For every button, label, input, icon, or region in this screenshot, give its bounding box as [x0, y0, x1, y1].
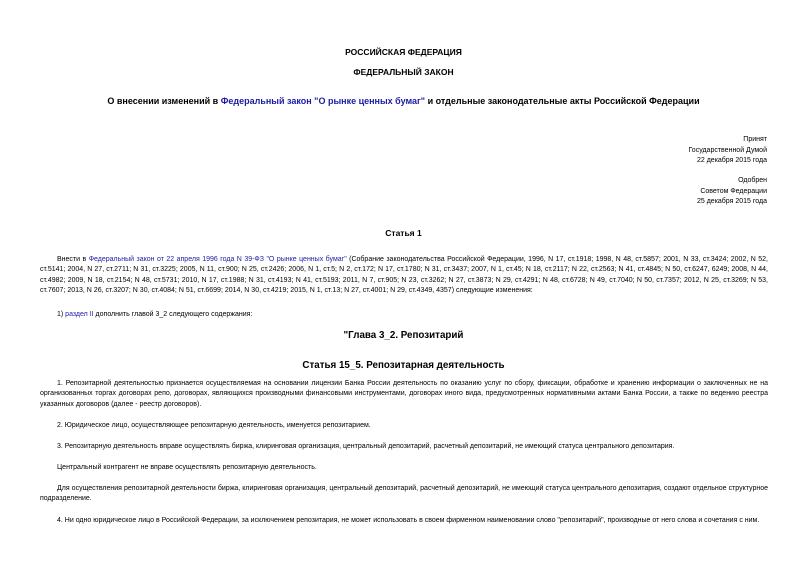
article1-intro [40, 255, 768, 297]
paragraph-2: 2. Юридическое лицо, осуществляющее репозитарную деятельность, именуется репозитарием. [57, 422, 371, 429]
law-title [0, 96, 807, 106]
paragraph-6: 4. Ни одно юридическое лицо в Российской Федерации, за исключением репозитария, не может использовать в своем фирменном наименовании слово "репозитарий", производные от него слова и сочетания с ним. [57, 517, 760, 524]
paragraph-4: Центральный контрагент не вправе осуществлять репозитарную деятельность. [57, 464, 317, 471]
law-type-heading: ФЕДЕРАЛЬНЫЙ ЗАКОН [353, 67, 454, 77]
law-title-link[interactable]: Федеральный закон "О рынке ценных бумаг" [220, 96, 426, 106]
approved-date: 25 декабря 2015 года [696, 198, 767, 205]
law-title-prefix: О внесении изменений в [107, 96, 221, 106]
accepted-body: Государственной Думой [688, 146, 767, 154]
item1-text: дополнить главой 3_2 следующего содержания: [93, 311, 253, 318]
item1-section-link[interactable]: раздел II [65, 311, 94, 318]
item1-prefix: 1) [57, 311, 66, 318]
accepted-date: 22 декабря 2015 года [696, 157, 767, 164]
intro-text: (Собрание законодательства Российской Федерации, 1996, N 17, ст.1918; 1998, N 48, ст.5857; 2001, N 33, ст.3424; 2002, N 52, ст.5141; 2004, N 27, ст.2711; N 31, ст.3225; 2005, N 11, ст.900; N 25, ст.2426; 2006, N 1, ст.5; N 2, ст.172; N 17, ст.1780; N 31, ст.3437; 2007, N 1, ст.45; N 18, ст.2117; N 22, ст.2563; N 41, ст.4845; N 50, ст.6247, 6249; 2008, N 44, ст.4982; 2009, N 18, ст.2154; N 48, ст.5731; 2010, N 17, ст.1988; N 31, ст.4193; N 41, ст.5193; 2011, N 7, ст.905; N 23, ст.3262; N 27, ст.3873; N 29, ст.4291; N 48, ст.6728; N 49, ст.7040; N 50, ст.7357; 2012, N 25, ст.3269; N 53, ст.7607; 2013, N 26, ст.3207; N 30, ст.4084; N 51, ст.6699; 2014, N 30, ст.4219; 2015, N 1, ст.13; N 27, ст.4001; N 29, ст.4349, 4357) следующие изменения: [40, 256, 768, 295]
accepted-label: Принят [743, 136, 767, 143]
paragraph-1: 1. Репозитарной деятельностью признается осуществляемая на основании лицензии Банка России деятельность по оказанию услуг по сбору, фиксации, обработке и хранению информации о заключенных не на организованных торгах договорах репо, договорах, являющихся производными финансовыми инструментами, договорах иного вида, предусмотренных нормативными актами Банка России, а также по ведению реестра указанных договоров (далее - реестр договоров). [40, 380, 768, 408]
approved-body: Советом Федерации [700, 187, 767, 195]
article1-heading: Статья 1 [385, 228, 422, 238]
intro-law-link[interactable]: Федеральный закон от 22 апреля 1996 года N 39-ФЗ "О рынке ценных бумаг" [88, 256, 347, 263]
approval-block [567, 176, 767, 208]
paragraph-5: Для осуществления репозитарной деятельности биржа, клиринговая организация, центральный депозитарий, расчетный депозитарий, не имеющий статуса центрального депозитария, создают отдельное структурное подразделение. [40, 485, 768, 503]
item1 [40, 310, 768, 320]
article15-5-heading: Статья 15_5. Репозитарная деятельность [302, 360, 505, 371]
intro-prefix: Внести в [57, 256, 89, 263]
country-heading: РОССИЙСКАЯ ФЕДЕРАЦИЯ [345, 47, 462, 57]
paragraph-3: 3. Репозитарную деятельность вправе осуществлять биржа, клиринговая организация, центральный депозитарий, расчетный депозитарий, не имеющий статуса центрального депозитария. [57, 443, 675, 450]
adoption-block [567, 135, 767, 167]
law-title-suffix: и отдельные законодательные акты Российской Федерации [425, 96, 700, 106]
chapter-heading: "Глава 3_2. Репозитарий [343, 330, 464, 341]
approved-label: Одобрен [738, 177, 767, 184]
